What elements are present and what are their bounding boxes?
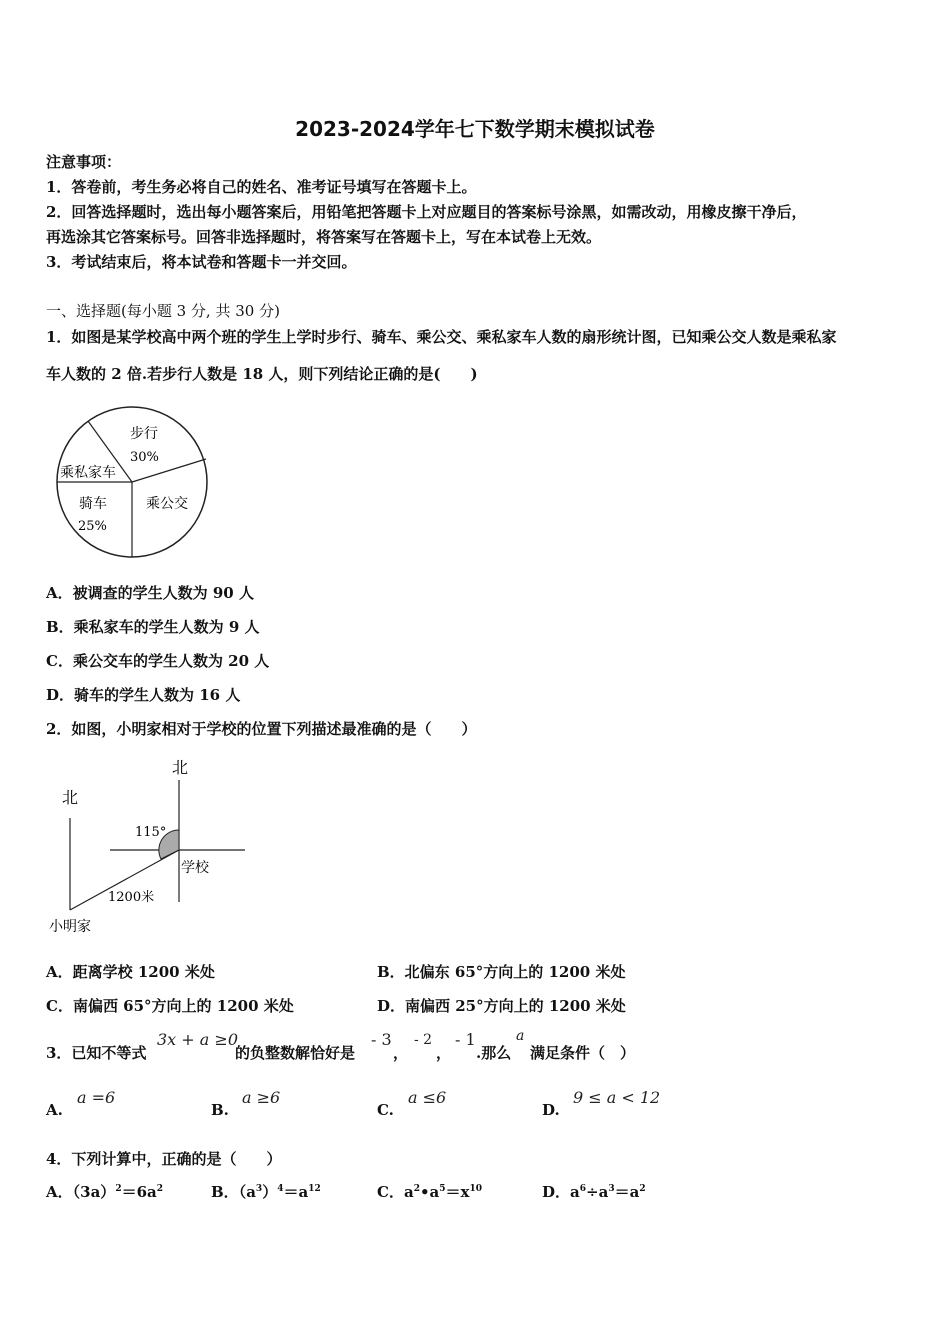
q4-option-c [377, 1181, 482, 1202]
q4-a-base: （3a） [72, 1183, 116, 1201]
notice-item-2: 2．回答选择题时，选出每小题答案后，用铅笔把答题卡上对应题目的答案标号涂黑，如需改动，用橡皮擦干净后， [46, 203, 807, 221]
q3-mid2: .那么 [476, 1044, 512, 1062]
q4-b-exp: 3 [255, 1184, 263, 1194]
q2-stem: 2．如图，小明家相对于学校的位置下列描述最准确的是（ ） [46, 720, 477, 738]
q4-d-div: ÷a [586, 1183, 609, 1201]
q4-b-close: ） [262, 1183, 278, 1201]
q3-suffix: 满足条件（ ） [530, 1044, 636, 1062]
q1-option-c: C．乘公交车的学生人数为 20 人 [46, 652, 270, 670]
q3-var-a: a [516, 1028, 525, 1044]
q4-a-exp: 2 [115, 1184, 122, 1194]
q3-option-b: a ≥6 [242, 1088, 281, 1107]
q3-option-d: 9 ≤ a < 12 [573, 1088, 661, 1107]
home-label: 小明家 [49, 919, 91, 935]
q3-option-a: a =6 [77, 1088, 116, 1107]
school-north-label: 北 [172, 758, 189, 777]
q3-inequality: 3x + a ≥0 [157, 1030, 238, 1049]
q3-option-b-label: B. [211, 1101, 229, 1119]
q4-d-e3: 2 [639, 1184, 646, 1194]
direction-figure [40, 752, 255, 942]
q3-solution-1: - 3 [371, 1030, 392, 1049]
q4-c-e1: 2 [413, 1184, 420, 1194]
q1-stem-line2: 车人数的 2 倍.若步行人数是 18 人，则下列结论正确的是( ) [46, 365, 478, 383]
pie-label-bike: 骑车 [79, 496, 107, 512]
q3-option-c-label: C. [377, 1101, 394, 1119]
q3-sep-1: ， [393, 1044, 409, 1062]
page-title: 2023-2024学年七下数学期末模拟试卷 [295, 117, 655, 141]
q2-option-d: D．南偏西 25°方向上的 1200 米处 [377, 997, 626, 1015]
q2-option-a: A．距离学校 1200 米处 [46, 963, 215, 981]
angle-label: 115° [135, 825, 167, 840]
q4-stem: 4．下列计算中，正确的是（ ） [46, 1150, 282, 1168]
notice-item-2-cont: 再选涂其它答案标号。回答非选择题时，将答案写在答题卡上，写在本试卷上无效。 [46, 228, 602, 246]
q4-d-e2: 3 [608, 1184, 615, 1194]
q4-d-eq: ＝a [614, 1183, 640, 1201]
q4-b-exp2: 4 [277, 1184, 284, 1194]
pie-label-bus: 乘公交 [146, 496, 188, 512]
q4-option-b-label: B． [211, 1183, 239, 1201]
q4-option-c-label: C． [377, 1183, 404, 1201]
q4-c-e2: 5 [439, 1184, 446, 1194]
q1-stem-line1: 1．如图是某学校高中两个班的学生上学时步行、骑车、乘公交、乘私家车人数的扇形统计图，已知乘公交人数是乘私家 [46, 328, 837, 346]
distance-label: 1200米 [108, 890, 155, 905]
q2-option-c: C．南偏西 65°方向上的 1200 米处 [46, 997, 294, 1015]
q1-option-a: A．被调查的学生人数为 90 人 [46, 584, 254, 602]
pie-label-car: 乘私家车 [60, 465, 116, 481]
notice-heading: 注意事项： [46, 153, 122, 171]
q4-a-exp2: 2 [156, 1184, 164, 1194]
q4-option-a [46, 1181, 163, 1202]
q3-prefix: 3．已知不等式 [46, 1044, 147, 1062]
q4-option-a-label: A． [46, 1183, 73, 1201]
pie-label-walk: 步行 [130, 426, 158, 442]
q3-mid: 的负整数解恰好是 [235, 1044, 356, 1062]
pie-chart [50, 400, 215, 565]
q4-b-eq: ＝a [283, 1183, 309, 1201]
pie-pct-walk: 30% [130, 450, 159, 465]
home-north-label: 北 [62, 788, 79, 807]
q3-option-a-label: A. [46, 1101, 63, 1119]
q3-solution-2: - 2 [414, 1032, 433, 1048]
q4-c-dot: •a [419, 1183, 440, 1201]
q3-option-d-label: D. [542, 1101, 560, 1119]
q3-sep-2: ， [436, 1044, 452, 1062]
q3-solution-3: - 1 [455, 1030, 476, 1049]
q4-c-t1: a [403, 1183, 414, 1201]
q2-option-b: B．北偏东 65°方向上的 1200 米处 [377, 963, 626, 981]
notice-item-1: 1．答卷前，考生务必将自己的姓名、准考证号填写在答题卡上。 [46, 178, 477, 196]
q4-b-exp3: 12 [308, 1184, 321, 1194]
school-label: 学校 [181, 860, 209, 876]
q4-option-d [542, 1181, 646, 1202]
q4-a-eq: ＝6a [121, 1183, 157, 1201]
q1-option-d: D．骑车的学生人数为 16 人 [46, 686, 241, 704]
q3-option-c: a ≤6 [408, 1088, 447, 1107]
q4-d-t1: a [570, 1183, 580, 1201]
q4-c-eq: ＝x [445, 1183, 470, 1201]
pie-pct-bike: 25% [78, 519, 107, 534]
q4-b-base: （a [238, 1183, 256, 1201]
q4-option-b [211, 1181, 321, 1202]
section-heading: 一、选择题(每小题 3 分, 共 30 分) [46, 302, 280, 320]
q4-option-d-label: D． [542, 1183, 571, 1201]
q4-c-e3: 10 [469, 1184, 483, 1194]
q4-d-e1: 6 [579, 1184, 587, 1194]
notice-item-3: 3．考试结束后，将本试卷和答题卡一并交回。 [46, 253, 357, 271]
q1-option-b: B．乘私家车的学生人数为 9 人 [46, 618, 260, 636]
